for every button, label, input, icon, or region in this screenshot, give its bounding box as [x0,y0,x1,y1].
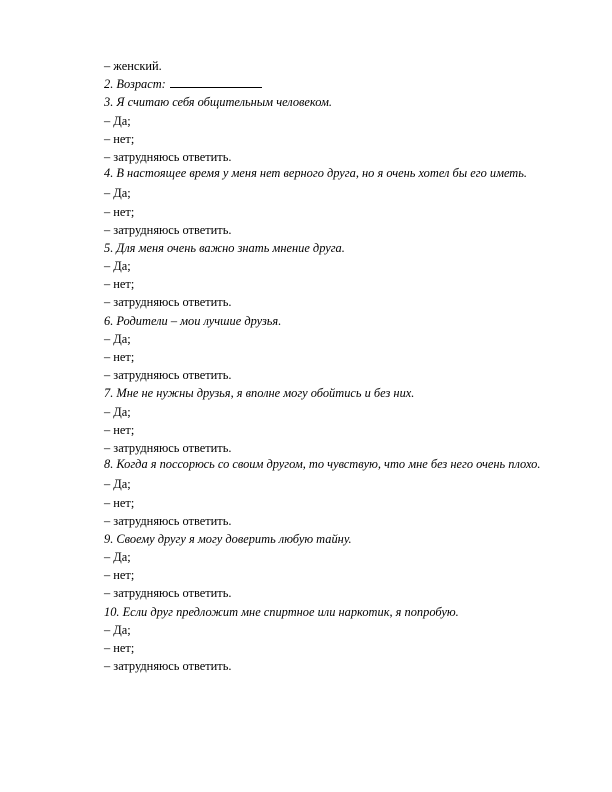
blank-line [170,76,262,88]
answer-option: – затрудняюсь ответить. [104,586,232,601]
question-text: 5. Для меня очень важно знать мнение друга. [104,240,345,255]
answer-option: – нет; [104,277,135,292]
answer-option: – затрудняюсь ответить. [104,149,232,164]
answer-option: – женский. [104,59,162,73]
answer-option: – затрудняюсь ответить. [104,659,232,674]
questionnaire [86,57,570,675]
question-text: 9. Своему другу я могу доверить любую тайну. [104,531,352,546]
question-text: 6. Родители – мои лучшие друзья. [104,313,282,328]
answer-option: – нет; [104,641,135,655]
question-text: 2. Возраст: [104,77,166,92]
answer-option: – нет; [104,495,135,510]
question-text: 3. Я считаю себя общительным человеком. [104,95,332,110]
answer-option: – Да; [104,404,131,419]
answer-option: – нет; [104,422,135,437]
answer-option: – Да; [104,622,131,637]
answer-option: – Да; [104,550,131,565]
answer-option: – нет; [104,568,135,583]
answer-option: – Да; [104,186,131,201]
answer-option: – затрудняюсь ответить. [104,222,232,237]
question-text: 10. Если друг предложит мне спиртное или наркотик, я попробую. [104,604,459,619]
answer-option: – затрудняюсь ответить. [104,295,232,310]
answer-option: – нет; [104,204,135,219]
answer-option: – Да; [104,113,131,128]
answer-option: – затрудняюсь ответить. [104,440,232,455]
question-age [86,75,570,93]
answer-option: – затрудняюсь ответить. [104,368,232,383]
answer-option: – Да; [104,331,131,346]
answer-option: – нет; [104,131,135,146]
answer-option: – Да; [104,259,131,274]
question-text: 7. Мне не нужны друзья, я вполне могу обойтись и без них. [104,386,415,401]
answer-option: – затрудняюсь ответить. [104,513,232,528]
question-text: 8. Когда я поссорюсь со своим другом, то чувствую, что мне без него очень плохо. [104,457,541,472]
question-text: 4. В настоящее время у меня нет верного друга, но я очень хотел бы его иметь. [104,166,527,181]
answer-option: – Да; [104,477,131,492]
answer-option: – нет; [104,350,135,364]
